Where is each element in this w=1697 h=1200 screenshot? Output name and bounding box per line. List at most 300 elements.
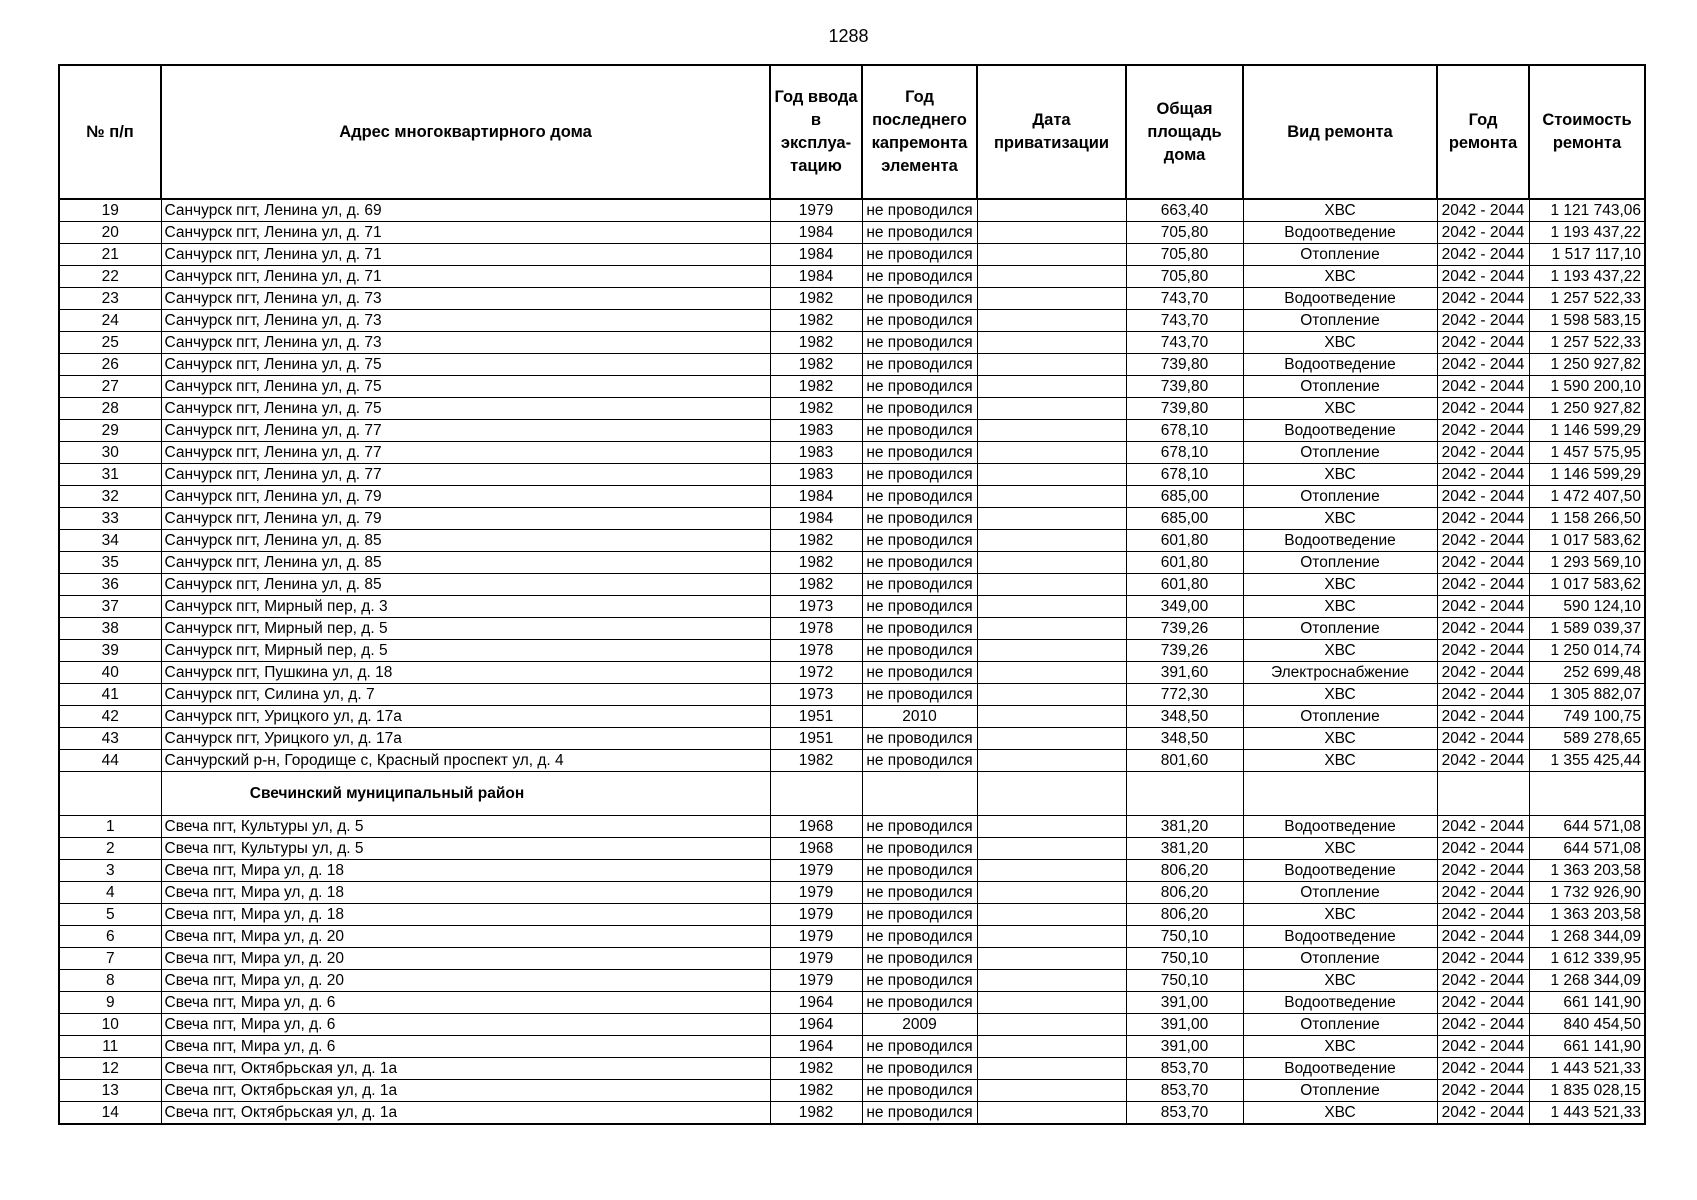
cell-year-built: 1983 (770, 442, 862, 464)
table-row (59, 442, 1645, 464)
cell-year-built: 1979 (770, 926, 862, 948)
cell-num: 39 (59, 640, 161, 662)
cell-privatization (977, 1014, 1126, 1036)
cell-cost: 1 457 575,95 (1529, 442, 1645, 464)
table-row (59, 420, 1645, 442)
table-row (59, 948, 1645, 970)
cell-num: 25 (59, 332, 161, 354)
table-row (59, 662, 1645, 684)
cell-last-repair: не проводился (862, 970, 977, 992)
cell-privatization (977, 970, 1126, 992)
cell-repair-type: ХВС (1243, 838, 1437, 860)
cell-address: Санчурск пгт, Мирный пер, д. 3 (161, 596, 770, 618)
cell-repair-type: Водоотведение (1243, 530, 1437, 552)
cell-repair-year: 2042 - 2044 (1437, 288, 1529, 310)
table-row (59, 684, 1645, 706)
cell-num: 4 (59, 882, 161, 904)
cell-cost: 1 472 407,50 (1529, 486, 1645, 508)
cell-privatization (977, 420, 1126, 442)
cell-last-repair: не проводился (862, 1080, 977, 1102)
table-row (59, 332, 1645, 354)
table-row (59, 860, 1645, 882)
table-row (59, 926, 1645, 948)
cell-repair-year: 2042 - 2044 (1437, 222, 1529, 244)
cell-repair-year: 2042 - 2044 (1437, 244, 1529, 266)
cell-last-repair: не проводился (862, 1058, 977, 1080)
cell-year-built: 1982 (770, 310, 862, 332)
cell-year-built: 1964 (770, 1036, 862, 1058)
cell-area: 806,20 (1126, 904, 1243, 926)
cell-num: 35 (59, 552, 161, 574)
cell-privatization (977, 926, 1126, 948)
cell-privatization (977, 244, 1126, 266)
cell-area: 348,50 (1126, 706, 1243, 728)
cell-last-repair: не проводился (862, 926, 977, 948)
cell-repair-type: ХВС (1243, 1036, 1437, 1058)
cell-area: 381,20 (1126, 816, 1243, 838)
cell-cost: 1 443 521,33 (1529, 1102, 1645, 1125)
table-row (59, 199, 1645, 222)
cell-last-repair: не проводился (862, 618, 977, 640)
cell-privatization (977, 1036, 1126, 1058)
cell-area: 663,40 (1126, 199, 1243, 222)
cell-repair-type: ХВС (1243, 904, 1437, 926)
table-row (59, 750, 1645, 772)
cell-repair-type: Отопление (1243, 618, 1437, 640)
cell-address: Свеча пгт, Октябрьская ул, д. 1а (161, 1102, 770, 1125)
cell-year-built: 1979 (770, 904, 862, 926)
cell-num: 32 (59, 486, 161, 508)
cell-area: 601,80 (1126, 574, 1243, 596)
cell-repair-type: Отопление (1243, 882, 1437, 904)
cell-area: 678,10 (1126, 442, 1243, 464)
cell-repair-year: 2042 - 2044 (1437, 970, 1529, 992)
cell-repair-year: 2042 - 2044 (1437, 486, 1529, 508)
cell-repair-year: 2042 - 2044 (1437, 266, 1529, 288)
table-row (59, 1014, 1645, 1036)
cell-repair-type: Отопление (1243, 376, 1437, 398)
cell-privatization (977, 376, 1126, 398)
cell-num: 38 (59, 618, 161, 640)
cell-area: 685,00 (1126, 486, 1243, 508)
cell-privatization (977, 442, 1126, 464)
cell-last-repair: не проводился (862, 222, 977, 244)
cell-num: 11 (59, 1036, 161, 1058)
table-body-svecha (59, 816, 1645, 1125)
cell-repair-year: 2042 - 2044 (1437, 332, 1529, 354)
cell-last-repair: не проводился (862, 310, 977, 332)
cell-cost: 840 454,50 (1529, 1014, 1645, 1036)
cell-area: 348,50 (1126, 728, 1243, 750)
cell-cost: 1 017 583,62 (1529, 574, 1645, 596)
cell-cost: 749 100,75 (1529, 706, 1645, 728)
cell-year-built: 1973 (770, 684, 862, 706)
cell-address: Свеча пгт, Мира ул, д. 20 (161, 970, 770, 992)
cell-address: Санчурский р-н, Городище с, Красный проспект ул, д. 4 (161, 750, 770, 772)
cell-year-built: 1972 (770, 662, 862, 684)
cell-address: Санчурск пгт, Ленина ул, д. 73 (161, 310, 770, 332)
cell-year-built: 1979 (770, 882, 862, 904)
cell-last-repair: не проводился (862, 1102, 977, 1125)
cell-cost: 1 835 028,15 (1529, 1080, 1645, 1102)
cell-num: 31 (59, 464, 161, 486)
cell-address: Свеча пгт, Октябрьская ул, д. 1а (161, 1080, 770, 1102)
cell-num: 42 (59, 706, 161, 728)
cell-repair-year: 2042 - 2044 (1437, 706, 1529, 728)
cell-address: Санчурск пгт, Ленина ул, д. 77 (161, 464, 770, 486)
cell-repair-year: 2042 - 2044 (1437, 1102, 1529, 1125)
cell-repair-year: 2042 - 2044 (1437, 1058, 1529, 1080)
cell-privatization (977, 1102, 1126, 1125)
cell-num: 21 (59, 244, 161, 266)
cell-cost: 1 590 200,10 (1529, 376, 1645, 398)
cell-repair-type: Водоотведение (1243, 926, 1437, 948)
cell-last-repair: не проводился (862, 332, 977, 354)
cell-address: Санчурск пгт, Ленина ул, д. 85 (161, 552, 770, 574)
cell-repair-year: 2042 - 2044 (1437, 398, 1529, 420)
cell-num: 34 (59, 530, 161, 552)
cell-address: Санчурск пгт, Ленина ул, д. 75 (161, 376, 770, 398)
cell-privatization (977, 398, 1126, 420)
cell-area: 806,20 (1126, 882, 1243, 904)
cell-repair-type: ХВС (1243, 266, 1437, 288)
table-header (59, 65, 1645, 199)
cell-num: 22 (59, 266, 161, 288)
cell-last-repair: не проводился (862, 574, 977, 596)
cell-repair-type: ХВС (1243, 596, 1437, 618)
cell-repair-year: 2042 - 2044 (1437, 926, 1529, 948)
cell-repair-type: Отопление (1243, 1014, 1437, 1036)
cell-year-built: 1979 (770, 970, 862, 992)
cell-num: 9 (59, 992, 161, 1014)
cell-last-repair: не проводился (862, 838, 977, 860)
cell-cost: 1 257 522,33 (1529, 288, 1645, 310)
cell-cost: 1 193 437,22 (1529, 266, 1645, 288)
cell-repair-type: ХВС (1243, 684, 1437, 706)
cell-num: 43 (59, 728, 161, 750)
cell-year-built: 1979 (770, 860, 862, 882)
cell-address: Санчурск пгт, Ленина ул, д. 77 (161, 442, 770, 464)
cell-repair-type: Отопление (1243, 310, 1437, 332)
cell-repair-year: 2042 - 2044 (1437, 838, 1529, 860)
cell-address: Санчурск пгт, Мирный пер, д. 5 (161, 618, 770, 640)
cell-year-built: 1951 (770, 706, 862, 728)
cell-last-repair: не проводился (862, 816, 977, 838)
cell-year-built: 1983 (770, 420, 862, 442)
cell-year-built: 1964 (770, 1014, 862, 1036)
cell-repair-type: Водоотведение (1243, 860, 1437, 882)
cell-num: 29 (59, 420, 161, 442)
cell-last-repair: не проводился (862, 992, 977, 1014)
cell-privatization (977, 816, 1126, 838)
cell-area: 853,70 (1126, 1080, 1243, 1102)
cell-cost: 1 121 743,06 (1529, 199, 1645, 222)
cell-area: 678,10 (1126, 464, 1243, 486)
cell-num: 37 (59, 596, 161, 618)
cell-repair-type: Отопление (1243, 948, 1437, 970)
cell-repair-type: ХВС (1243, 464, 1437, 486)
cell-address: Санчурск пгт, Ленина ул, д. 75 (161, 354, 770, 376)
cell-address: Санчурск пгт, Ленина ул, д. 79 (161, 486, 770, 508)
cell-num: 40 (59, 662, 161, 684)
cell-address: Свеча пгт, Мира ул, д. 20 (161, 926, 770, 948)
cell-repair-year: 2042 - 2044 (1437, 354, 1529, 376)
table-row (59, 728, 1645, 750)
cell-privatization (977, 596, 1126, 618)
cell-repair-year: 2042 - 2044 (1437, 882, 1529, 904)
cell-area: 381,20 (1126, 838, 1243, 860)
cell-address: Свеча пгт, Мира ул, д. 20 (161, 948, 770, 970)
cell-num: 19 (59, 199, 161, 222)
cell-last-repair: не проводился (862, 860, 977, 882)
header-cost: Стоимость ремонта (1529, 65, 1645, 199)
cell-privatization (977, 948, 1126, 970)
cell-repair-year: 2042 - 2044 (1437, 750, 1529, 772)
cell-num: 14 (59, 1102, 161, 1125)
cell-num: 27 (59, 376, 161, 398)
cell-cost: 644 571,08 (1529, 838, 1645, 860)
cell-repair-year: 2042 - 2044 (1437, 596, 1529, 618)
cell-repair-year: 2042 - 2044 (1437, 948, 1529, 970)
table-row (59, 640, 1645, 662)
table-row (59, 992, 1645, 1014)
cell-address: Санчурск пгт, Ленина ул, д. 73 (161, 332, 770, 354)
cell-privatization (977, 574, 1126, 596)
cell-num: 5 (59, 904, 161, 926)
cell-privatization (977, 640, 1126, 662)
cell-area: 743,70 (1126, 332, 1243, 354)
cell-area: 750,10 (1126, 970, 1243, 992)
table-row (59, 596, 1645, 618)
cell-address: Санчурск пгт, Мирный пер, д. 5 (161, 640, 770, 662)
cell-address: Свеча пгт, Мира ул, д. 6 (161, 992, 770, 1014)
cell-repair-year: 2042 - 2044 (1437, 618, 1529, 640)
cell-repair-year: 2042 - 2044 (1437, 310, 1529, 332)
cell-privatization (977, 552, 1126, 574)
cell-area: 743,70 (1126, 288, 1243, 310)
cell-last-repair: не проводился (862, 530, 977, 552)
cell-num: 1 (59, 816, 161, 838)
cell-last-repair: 2010 (862, 706, 977, 728)
cell-cost: 1 146 599,29 (1529, 464, 1645, 486)
cell-year-built: 1979 (770, 199, 862, 222)
cell-privatization (977, 728, 1126, 750)
cell-area: 391,60 (1126, 662, 1243, 684)
table-row (59, 266, 1645, 288)
cell-last-repair: не проводился (862, 199, 977, 222)
table-row (59, 1036, 1645, 1058)
cell-area: 853,70 (1126, 1058, 1243, 1080)
cell-cost: 661 141,90 (1529, 1036, 1645, 1058)
cell-last-repair: не проводился (862, 464, 977, 486)
section-title: Свечинский муниципальный район (161, 772, 770, 816)
cell-area: 739,80 (1126, 376, 1243, 398)
cell-year-built: 1982 (770, 750, 862, 772)
cell-repair-type: ХВС (1243, 398, 1437, 420)
table-row (59, 1080, 1645, 1102)
cell-year-built: 1984 (770, 486, 862, 508)
cell-repair-type: ХВС (1243, 199, 1437, 222)
table-row (59, 838, 1645, 860)
cell-repair-type: ХВС (1243, 574, 1437, 596)
cell-repair-year: 2042 - 2044 (1437, 552, 1529, 574)
cell-year-built: 1982 (770, 288, 862, 310)
cell-area: 801,60 (1126, 750, 1243, 772)
cell-last-repair: не проводился (862, 244, 977, 266)
cell-repair-type: ХВС (1243, 1102, 1437, 1125)
cell-year-built: 1982 (770, 376, 862, 398)
cell-privatization (977, 1058, 1126, 1080)
table-row (59, 706, 1645, 728)
cell-cost: 1 443 521,33 (1529, 1058, 1645, 1080)
cell-area: 739,26 (1126, 618, 1243, 640)
cell-address: Санчурск пгт, Ленина ул, д. 77 (161, 420, 770, 442)
cell-num: 30 (59, 442, 161, 464)
cell-num: 12 (59, 1058, 161, 1080)
cell-privatization (977, 310, 1126, 332)
header-num: № п/п (59, 65, 161, 199)
cell-repair-year: 2042 - 2044 (1437, 662, 1529, 684)
table-row (59, 882, 1645, 904)
cell-address: Свеча пгт, Мира ул, д. 18 (161, 860, 770, 882)
cell-num: 2 (59, 838, 161, 860)
table-row (59, 310, 1645, 332)
cell-cost: 1 146 599,29 (1529, 420, 1645, 442)
header-last-repair: Год последнего капремонта элемента (862, 65, 977, 199)
cell-cost: 1 193 437,22 (1529, 222, 1645, 244)
cell-repair-type: Водоотведение (1243, 992, 1437, 1014)
cell-address: Санчурск пгт, Урицкого ул, д. 17а (161, 706, 770, 728)
cell-address: Санчурск пгт, Ленина ул, д. 75 (161, 398, 770, 420)
cell-area: 391,00 (1126, 1014, 1243, 1036)
cell-last-repair: не проводился (862, 486, 977, 508)
cell-cost: 1 268 344,09 (1529, 926, 1645, 948)
cell-repair-year: 2042 - 2044 (1437, 464, 1529, 486)
cell-num: 8 (59, 970, 161, 992)
cell-cost: 1 732 926,90 (1529, 882, 1645, 904)
header-repair-year: Год ремонта (1437, 65, 1529, 199)
cell-privatization (977, 354, 1126, 376)
cell-cost: 1 598 583,15 (1529, 310, 1645, 332)
cell-area: 391,00 (1126, 1036, 1243, 1058)
table-row (59, 1102, 1645, 1125)
cell-address: Санчурск пгт, Ленина ул, д. 71 (161, 266, 770, 288)
cell-year-built: 1984 (770, 244, 862, 266)
cell-repair-type: Отопление (1243, 706, 1437, 728)
table-row (59, 904, 1645, 926)
cell-address: Санчурск пгт, Пушкина ул, д. 18 (161, 662, 770, 684)
cell-cost: 1 158 266,50 (1529, 508, 1645, 530)
header-repair-type: Вид ремонта (1243, 65, 1437, 199)
section-row-group (59, 772, 1645, 816)
cell-cost: 1 517 117,10 (1529, 244, 1645, 266)
cell-num: 44 (59, 750, 161, 772)
table-row (59, 530, 1645, 552)
cell-year-built: 1984 (770, 508, 862, 530)
cell-year-built: 1982 (770, 552, 862, 574)
cell-privatization (977, 508, 1126, 530)
section-row (59, 772, 1645, 816)
cell-cost: 1 017 583,62 (1529, 530, 1645, 552)
cell-last-repair: не проводился (862, 750, 977, 772)
cell-repair-type: Водоотведение (1243, 354, 1437, 376)
cell-num: 33 (59, 508, 161, 530)
cell-last-repair: не проводился (862, 354, 977, 376)
cell-year-built: 1982 (770, 1058, 862, 1080)
cell-last-repair: не проводился (862, 420, 977, 442)
cell-repair-year: 2042 - 2044 (1437, 728, 1529, 750)
cell-num: 10 (59, 1014, 161, 1036)
cell-cost: 644 571,08 (1529, 816, 1645, 838)
cell-address: Свеча пгт, Мира ул, д. 6 (161, 1036, 770, 1058)
cell-area: 739,80 (1126, 398, 1243, 420)
cell-repair-type: Водоотведение (1243, 1058, 1437, 1080)
cell-last-repair: не проводился (862, 662, 977, 684)
cell-num: 23 (59, 288, 161, 310)
cell-repair-year: 2042 - 2044 (1437, 508, 1529, 530)
cell-privatization (977, 618, 1126, 640)
cell-repair-year: 2042 - 2044 (1437, 420, 1529, 442)
cell-repair-type: Электроснабжение (1243, 662, 1437, 684)
cell-num: 26 (59, 354, 161, 376)
cell-privatization (977, 199, 1126, 222)
cell-privatization (977, 662, 1126, 684)
cell-cost: 1 363 203,58 (1529, 904, 1645, 926)
cell-last-repair: не проводился (862, 728, 977, 750)
header-area: Общая площадь дома (1126, 65, 1243, 199)
cell-year-built: 1968 (770, 816, 862, 838)
cell-privatization (977, 684, 1126, 706)
cell-repair-type: ХВС (1243, 640, 1437, 662)
cell-cost: 661 141,90 (1529, 992, 1645, 1014)
cell-address: Свеча пгт, Мира ул, д. 18 (161, 904, 770, 926)
cell-repair-year: 2042 - 2044 (1437, 574, 1529, 596)
cell-cost: 1 250 927,82 (1529, 354, 1645, 376)
cell-year-built: 1982 (770, 332, 862, 354)
cell-area: 685,00 (1126, 508, 1243, 530)
cell-area: 705,80 (1126, 244, 1243, 266)
cell-repair-type: Водоотведение (1243, 222, 1437, 244)
cell-repair-year: 2042 - 2044 (1437, 442, 1529, 464)
cell-repair-type: Отопление (1243, 1080, 1437, 1102)
cell-num: 41 (59, 684, 161, 706)
cell-year-built: 1982 (770, 574, 862, 596)
cell-repair-year: 2042 - 2044 (1437, 904, 1529, 926)
cell-last-repair: не проводился (862, 508, 977, 530)
cell-area: 739,26 (1126, 640, 1243, 662)
cell-privatization (977, 838, 1126, 860)
cell-address: Свеча пгт, Культуры ул, д. 5 (161, 816, 770, 838)
cell-area: 601,80 (1126, 552, 1243, 574)
repair-registry-table (58, 64, 1646, 1125)
cell-last-repair: не проводился (862, 398, 977, 420)
cell-privatization (977, 706, 1126, 728)
cell-repair-type: Отопление (1243, 486, 1437, 508)
cell-repair-year: 2042 - 2044 (1437, 1080, 1529, 1102)
cell-area: 391,00 (1126, 992, 1243, 1014)
cell-address: Свеча пгт, Мира ул, д. 18 (161, 882, 770, 904)
table-row (59, 552, 1645, 574)
cell-year-built: 1973 (770, 596, 862, 618)
cell-area: 743,70 (1126, 310, 1243, 332)
cell-address: Санчурск пгт, Ленина ул, д. 71 (161, 244, 770, 266)
table-row (59, 618, 1645, 640)
cell-cost: 589 278,65 (1529, 728, 1645, 750)
cell-address: Санчурск пгт, Ленина ул, д. 71 (161, 222, 770, 244)
cell-year-built: 1984 (770, 266, 862, 288)
cell-cost: 590 124,10 (1529, 596, 1645, 618)
cell-year-built: 1982 (770, 1102, 862, 1125)
